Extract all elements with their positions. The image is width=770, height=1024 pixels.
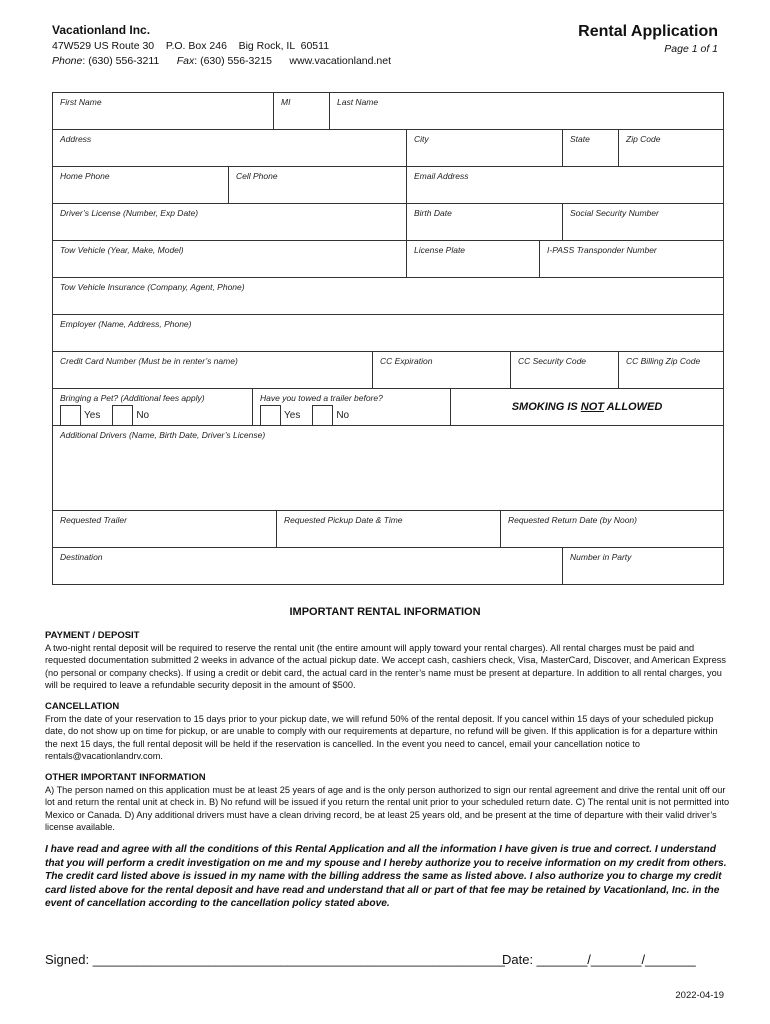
cancellation-section (45, 700, 730, 763)
pickup-field[interactable]: Requested Pickup Date & Time (277, 511, 501, 547)
other-info-text: A) The person named on this application must be at least 25 years of age and is the only person authorized to sign our rental agreement and drive the rental unit off our lot and return the rental unit at check in. B) No refund will be issued if you return the rental unit prior to your scheduled return date. C) The rental unit is not permitted into Mexico or Canada. D) Any additional drivers must have a clean driving record, be at least 25 years old, and be present at the time of departure with their valid driver’s license available. (45, 785, 730, 833)
pet-checkboxes (60, 405, 245, 426)
other-info-heading: OTHER IMPORTANT INFORMATION (45, 772, 206, 783)
form-header (578, 22, 718, 56)
signature-line[interactable]: Signed: _________________________________________________________ (45, 952, 505, 967)
pet-no-checkbox[interactable] (112, 405, 133, 426)
date-line[interactable]: Date: _______/_______/_______ (502, 952, 696, 967)
license-plate-field[interactable]: License Plate (407, 241, 540, 277)
additional-drivers-field[interactable]: Additional Drivers (Name, Birth Date, Driver’s License) (60, 430, 266, 440)
form-row-trailer (53, 511, 723, 548)
pet-yes-checkbox[interactable] (60, 405, 81, 426)
towed-no-label: No (336, 410, 350, 421)
towed-question (253, 389, 451, 425)
email-field[interactable]: Email Address (414, 171, 469, 181)
fax-label: Fax (176, 55, 195, 67)
form-row-tow-vehicle (53, 241, 723, 278)
form-row-destination (53, 548, 723, 584)
ssn-field[interactable]: Social Security Number (570, 208, 659, 218)
cc-zip-field[interactable]: CC Billing Zip Code (626, 356, 701, 366)
payment-text: A two-night rental deposit will be required to reserve the rental unit (the entire amount will apply toward your rental charges). All rental charges must be paid and requested documentation submitted 2 weeks in advance of the actual pickup date. We accept cash, cashiers check, Visa, MasterCard, Discover, and American Express (no personal or company checks). If using a credit or debit card, the actual card in the renter’s name must be present at departure. In addition to all rental charges, you will be required to leave a refundable security deposit in the amount of $500. (45, 643, 726, 691)
form-row-pet-trailer (53, 389, 723, 426)
phone-label: Phone (52, 55, 83, 67)
pet-question (53, 389, 253, 425)
address-field[interactable]: Address (53, 130, 407, 166)
return-field[interactable]: Requested Return Date (by Noon) (508, 515, 637, 525)
company-contact (52, 54, 391, 69)
company-header (52, 22, 391, 69)
form-title: Rental Application (578, 23, 718, 40)
smoking-notice-not: NOT (580, 401, 605, 413)
revision-date: 2022-04-19 (675, 990, 724, 1001)
phone-value: : (630) 556-3211 (82, 55, 160, 67)
requested-trailer-field[interactable]: Requested Trailer (53, 511, 277, 547)
towed-no-checkbox[interactable] (312, 405, 333, 426)
payment-section (45, 629, 730, 692)
form-row-license (53, 204, 723, 241)
first-name-field[interactable]: First Name (53, 93, 274, 129)
drivers-license-field[interactable]: Driver’s License (Number, Exp Date) (53, 204, 407, 240)
cc-security-field[interactable]: CC Security Code (511, 352, 619, 388)
towed-yes-label: Yes (284, 410, 301, 421)
ipass-field[interactable]: I-PASS Transponder Number (547, 245, 657, 255)
form-row-additional-drivers (53, 426, 723, 511)
destination-field[interactable]: Destination (53, 548, 563, 584)
city-field[interactable]: City (407, 130, 563, 166)
website: www.vacationland.net (289, 55, 391, 67)
page-number: Page 1 of 1 (664, 43, 718, 55)
towed-checkboxes (260, 405, 443, 426)
agreement-text: I have read and agree with all the conditions of this Rental Application and all the information I have given is true and correct. I understand that you will perform a credit investigation on me and my spouse and I hereby authorize you to receive information on my credit from others. The credit card listed above is issued in my name with the billing address the same as listed above. I also authorize you to charge my credit card listed above for the rental deposit and have read and understand that all or part of that fee may be retained by Vacationland, Inc. in the event of cancellation according to the cancellation policy stated above. (45, 844, 727, 910)
home-phone-field[interactable]: Home Phone (53, 167, 229, 203)
tow-vehicle-field[interactable]: Tow Vehicle (Year, Make, Model) (53, 241, 407, 277)
cc-expiration-field[interactable]: CC Expiration (373, 352, 511, 388)
pet-question-label: Bringing a Pet? (Additional fees apply) (60, 393, 205, 403)
pet-yes-label: Yes (84, 410, 101, 421)
form-row-credit-card (53, 352, 723, 389)
form-row-name (53, 93, 723, 130)
party-field[interactable]: Number in Party (570, 552, 632, 562)
pet-no-label: No (136, 410, 150, 421)
payment-heading: PAYMENT / DEPOSIT (45, 630, 140, 641)
form-row-insurance (53, 278, 723, 315)
tow-insurance-field[interactable]: Tow Vehicle Insurance (Company, Agent, Phone) (60, 282, 245, 292)
zip-field[interactable]: Zip Code (626, 134, 661, 144)
cc-number-field[interactable]: Credit Card Number (Must be in renter’s name) (53, 352, 373, 388)
form-row-employer (53, 315, 723, 352)
smoking-notice (451, 389, 723, 425)
state-field[interactable]: State (563, 130, 619, 166)
application-form (52, 92, 724, 585)
employer-field[interactable]: Employer (Name, Address, Phone) (60, 319, 192, 329)
mi-field[interactable]: MI (274, 93, 330, 129)
towed-question-label: Have you towed a trailer before? (260, 393, 383, 403)
other-info-section (45, 771, 730, 834)
smoking-notice-pre: SMOKING IS (511, 401, 581, 413)
towed-yes-checkbox[interactable] (260, 405, 281, 426)
cell-phone-field[interactable]: Cell Phone (229, 167, 407, 203)
smoking-notice-post: ALLOWED (604, 401, 663, 413)
cancellation-heading: CANCELLATION (45, 701, 120, 712)
birth-date-field[interactable]: Birth Date (407, 204, 563, 240)
cancellation-text: From the date of your reservation to 15 days prior to your pickup date, we will refund 50% of the rental deposit. If you cancel within 15 days of your scheduled pickup date, do not show up on time for pickup, or are unable to comply with our requirements at departure, no refund will be given. If this application is for a departure within the next 15 days, the full rental deposit will be held if the reservation is cancelled. In the event you need to cancel, email your cancellation notice to rentals@vacationlandrv.com. (45, 714, 718, 762)
company-name: Vacationland Inc. (52, 23, 151, 37)
company-address: 47W529 US Route 30 P.O. Box 246 Big Rock, IL 60511 (52, 40, 330, 52)
info-title: IMPORTANT RENTAL INFORMATION (289, 606, 481, 618)
form-row-phone (53, 167, 723, 204)
last-name-field[interactable]: Last Name (337, 97, 379, 107)
fax-value: : (630) 556-3215 (194, 55, 272, 67)
form-row-address (53, 130, 723, 167)
